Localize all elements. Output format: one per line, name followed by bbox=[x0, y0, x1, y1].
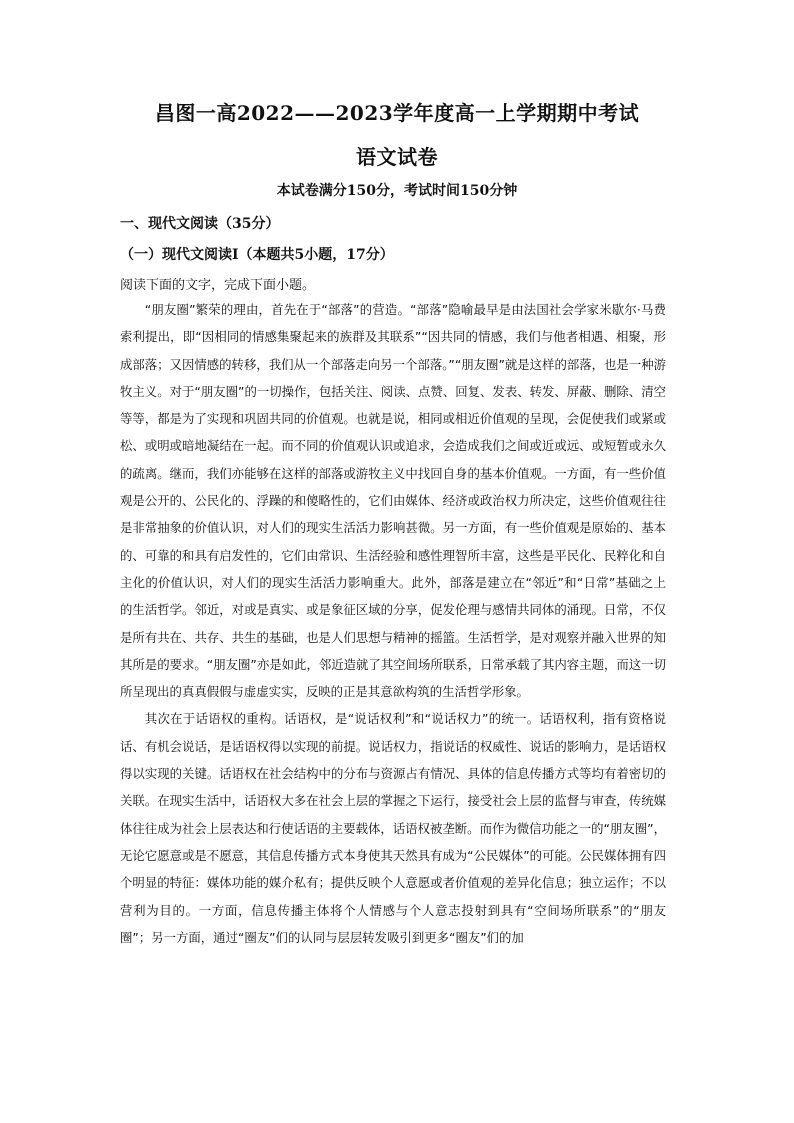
section-heading: 一、现代文阅读（35分） bbox=[120, 216, 280, 232]
exam-info: 本试卷满分150分，考试时间150分钟 bbox=[276, 183, 518, 199]
reading-instruction: 阅读下面的文字，完成下面小题。 bbox=[120, 278, 316, 293]
passage-paragraph-1: “朋友圈”繁荣的理由，首先在于“部落”的营造。“部落”隐喻最早是由法国社会学家米歇尔·马费索利提出，即“因相同的情感集聚起来的族群及其联系”“因共同的情感，我们与他者相遇、相聚，形成部落；又因情感的转移，我们从一个部落走向另一个部落。”“朋友圈”就是这样的部落，也是一种游牧主义。对于“朋友圈”的一切操作，包括关注、阅读、点赞、回复、发表、转发、屏蔽、删除、清空等等，都是为了实现和巩固共同的价值观。也就是说，相同或相近价值观的呈现，会促使我们或紧或松、或明或暗地凝结在一起。而不同的价值观认识或追求，会造成我们之间或近或远、或短暂或永久的疏离。继而，我们亦能够在这样的部落或游牧主义中找回自身的基本价值观。一方面，有一些价值观是公开的、公民化的、浮躁的和傻略性的，它们由媒体、经济或政治权力所决定，这些价值观往往是非常抽象的价值认识，对人们的现实生活活力影响甚微。另一方面，有一些价值观是原始的、基本的、可靠的和具有启发性的，它们由常识、生活经验和感性理智所丰富，这些是平民化、民粹化和自主化的价值认识，对人们的现实生活活力影响重大。此外，部落是建立在“邻近”和“日常”基础之上的生活哲学。邻近，对或是真实、或是象征区域的分享，促发伦理与感情共同体的涌现。日常，不仅是所有共在、共存、共生的基础，也是人们思想与精神的摇篮。生活哲学，是对观察并融入世界的知其所是的要求。“朋友圈”亦是如此，邻近造就了其空间场所联系，日常承载了其内容主题，而这一切所呈现出的真真假假与虚虚实实，反映的正是其意欲构筑的生活哲学形象。 bbox=[120, 302, 666, 700]
exam-title: 昌图一高2022——2023学年度高一上学期期中考试 bbox=[154, 101, 640, 125]
passage-paragraph-2: 其次在于话语权的重构。话语权，是“说话权利”和“说话权力”的统一。话语权利，指有资格说话、有机会说话，是话语权得以实现的前提。说话权力，指说话的权威性、说话的影响力，是话语权得以实现的关键。话语权在社会结构中的分布与资源占有情况、具体的信息传播方式等均有着密切的关联。在现实生活中，话语权大多在社会上层的掌握之下运行，接受社会上层的监督与审查，传统媒体往往成为社会上层表达和行使话语的主要载体，话语权被垄断。而作为微信功能之一的“朋友圈”，无论它愿意或是不愿意，其信息传播方式本身使其天然具有成为“公民媒体”的可能。公民媒体拥有四个明显的特征：媒体功能的媒介私有；提供反映个人意愿或者价值观的差异化信息；独立运作；不以营利为目的。一方面，信息传播主体将个人情感与个人意志投射到具有“空间场所联系”的“朋友圈”；另一方面，通过“圈友”们的认同与层层转发吸引到更多“圈友”们的加 bbox=[120, 711, 666, 945]
reading-passage bbox=[120, 296, 666, 951]
exam-subject: 语文试卷 bbox=[356, 145, 438, 169]
subsection-heading: （一）现代文阅读Ⅰ（本题共5小题，17分） bbox=[120, 247, 394, 263]
